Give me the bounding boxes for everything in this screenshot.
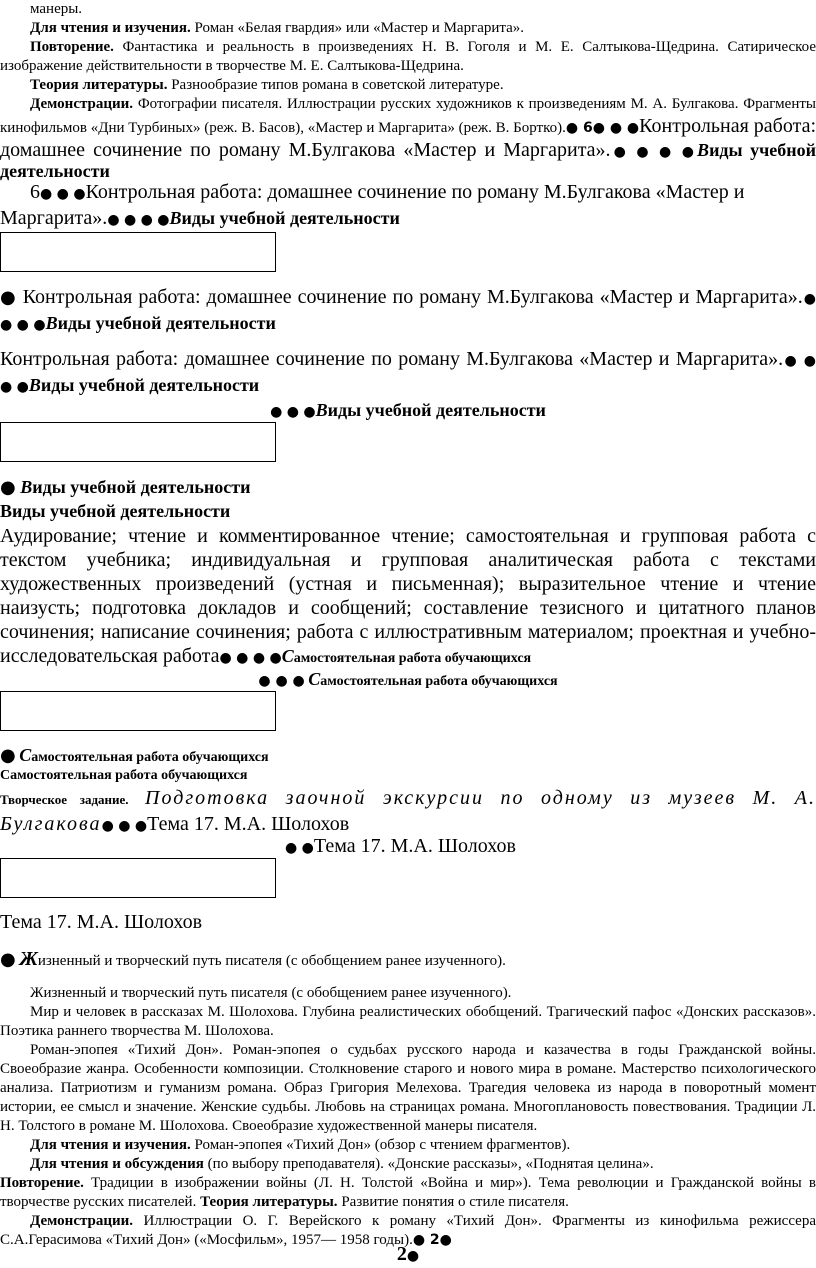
- heading-self-work-centered: ● ● ● Самостоятельная работа обучающихся: [258, 669, 558, 689]
- paragraph-demonstrations: Демонстрации. Фотографии писателя. Иллюстрации русских художников к произведениям М. А. Булгакова. Фрагменты кинофильмов «Дни Турбиных» (реж. В. Басов), «Мастер и Маргарита» (реж. В. Бортко).● 6● ● ●Контрольная работа: домашнее сочинение по роману М.Булгакова «Мастер и Маргарита».● ● ● ●Виды учебной деятельности: [0, 96, 816, 181]
- empty-box-1: [0, 232, 276, 272]
- empty-box-2: [0, 422, 276, 462]
- heading-activities-centered: ● ● ●Виды учебной деятельности: [270, 400, 546, 420]
- paragraph-life-bullet: ● Жизненный и творческий путь писателя (с обобщением ранее изученного).: [0, 948, 506, 970]
- topic-17: Тема 17. М.А. Шолохов: [0, 911, 203, 933]
- heading-activities: Виды учебной деятельности: [0, 501, 231, 521]
- paragraph-creative-task: Творческое задание. Подготовка заочной экскурсии по одному из музеев М. А. Булгакова● ● ●Тема 17. М.А. Шолохов: [0, 787, 816, 835]
- paragraph-man-and-world: Мир и человек в рассказах М. Шолохова. Глубина реалистических обобщений. Трагический пафос «Донских рассказов». Поэтика раннего творчества М. Шолохова.: [0, 1004, 816, 1039]
- paragraph-quiet-don: Роман-эпопея «Тихий Дон». Роман-эпопея о судьбах русского народа и казачества в годы Гражданской войны. Своеобразие жанра. Особенности композиции. Столкновение старого и нового мира в романе. Мастерство психологического анализа. Патриотизм и гуманизм романа. Образ Григория Мелехова. Трагедия человека из народа в поворотный момент истории, ее смысл и значение. Женские судьбы. Любовь на страницах романа. Многоплановость повествования. Традиции Л. Н. Толстого в романе М. Шолохова. Своеобразие художественной манеры писателя.: [0, 1042, 816, 1134]
- empty-box-3: [0, 691, 276, 731]
- heading-activities-bullet: ● Виды учебной деятельности: [0, 477, 251, 498]
- paragraph-1: манеры.: [30, 1, 83, 17]
- paragraph-repetition-2: Повторение. Традиции в изображении войны (Л. Н. Толстой «Война и мир»). Тема революции и Гражданской войны в творчестве русских писателей. Теория литературы. Развитие понятия о стиле писателя.: [0, 1175, 816, 1210]
- paragraph-cw-3: ● Контрольная работа: домашнее сочинение по роману М.Булгакова «Мастер и Маргарита».● ● ● ●Виды учебной деятельности: [0, 286, 816, 333]
- paragraph-cw-4: Контрольная работа: домашнее сочинение по роману М.Булгакова «Мастер и Маргарита».● ● ● ●Виды учебной деятельности: [0, 348, 816, 395]
- paragraph-demonstrations-2: Демонстрации. Иллюстрации О. Г. Верейского к роману «Тихий Дон». Фрагменты из кинофильма режиссера С.А.Герасимова «Тихий Дон» («Мосфильм», 1957— 1958 годы).● 2●: [0, 1213, 816, 1248]
- paragraph-discussion: Для чтения и обсуждения (по выбору преподавателя). «Донские рассказы», «Поднятая целина».: [30, 1156, 654, 1172]
- paragraph-cw-2: 6● ● ●Контрольная работа: домашнее сочинение по роману М.Булгакова «Мастер и Маргарита».● ● ● ●Виды учебной деятельности: [0, 181, 745, 229]
- paragraph-reading-2: Для чтения и изучения. Роман-эпопея «Тихий Дон» (обзор с чтением фрагментов).: [30, 1137, 571, 1153]
- paragraph-reading: Для чтения и изучения. Роман «Белая гвардия» или «Мастер и Маргарита».: [30, 20, 525, 36]
- topic-17-offset: ● ●Тема 17. М.А. Шолохов: [285, 835, 516, 857]
- heading-self-work-bullet: ● Самостоятельная работа обучающихся: [0, 745, 269, 766]
- paragraph-activities-list: Аудирование; чтение и комментированное чтение; самостоятельная и групповая работа с текстом учебника; индивидуальная и групповая аналитическая работа с текстами художественных произведений (устная и письменная); выразительное чтение и чтение наизусть; подготовка докладов и сообщений; составление тезисного и цитатного планов сочинения; написание сочинения; работа с иллюстративным материалом; проектная и учебно-исследовательская работа● ● ● ●Самостоятельная работа обучающихся: [0, 525, 816, 667]
- paragraph-life: Жизненный и творческий путь писателя (с обобщением ранее изученного).: [30, 985, 512, 1001]
- page-number: 2●: [396, 1243, 420, 1265]
- empty-box-4: [0, 858, 276, 898]
- paragraph-theory: Теория литературы. Разнообразие типов романа в советской литературе.: [30, 77, 504, 93]
- paragraph-repetition: Повторение. Фантастика и реальность в произведениях Н. В. Гоголя и М. Е. Салтыкова-Щедрина. Сатирическое изображение действительности в творчестве М. Е. Салтыкова-Щедрина.: [0, 39, 816, 74]
- heading-self-work: Самостоятельная работа обучающихся: [0, 768, 248, 783]
